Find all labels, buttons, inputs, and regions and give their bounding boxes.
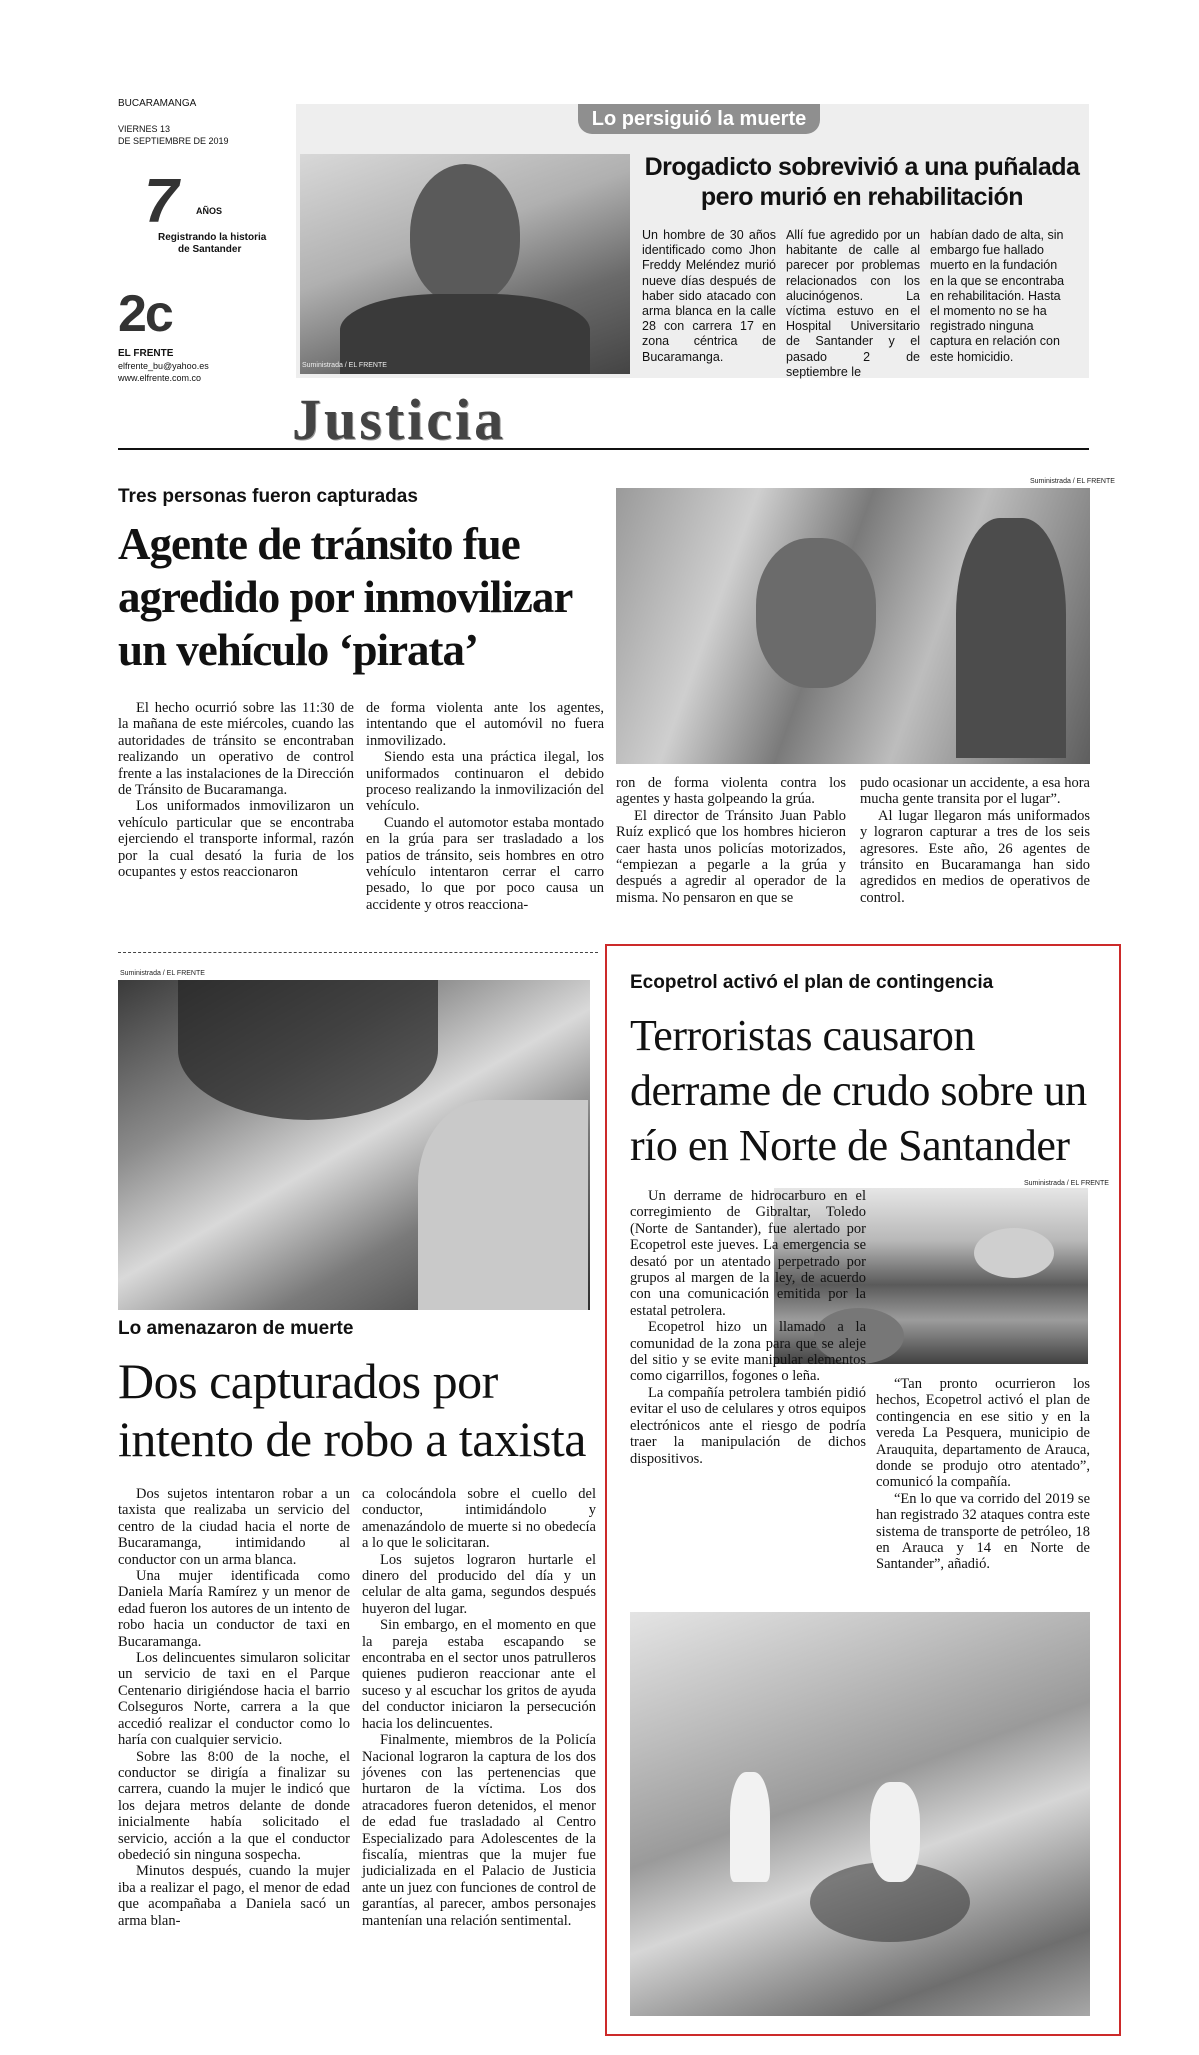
date-line-2: DE SEPTIEMBRE DE 2019	[118, 136, 229, 146]
top-story-box	[296, 104, 1089, 378]
page-number: 2c	[118, 285, 172, 343]
spill-headline-line-3: río en Norte de Santander	[630, 1121, 1070, 1170]
agent-headline-line-3: un vehículo ‘pirata’	[118, 625, 479, 675]
top-story-headline	[642, 152, 1082, 212]
agent-photo-officer-shape	[956, 518, 1066, 758]
worker-figure-shape	[730, 1772, 770, 1882]
agent-photo-credit: Suministrada / EL FRENTE	[1030, 478, 1115, 485]
top-story-tag: Lo persiguió la muerte	[578, 104, 820, 134]
top-story-headline-line-2: pero murió en rehabilitación	[700, 183, 1024, 211]
agent-col2-paragraph-2: Siendo esta una práctica ilegal, los uniformados continuaron el debido proceso realizando la inmovilización del vehículo.	[366, 749, 604, 815]
top-story-photo-credit: Suministrada / EL FRENTE	[302, 362, 387, 369]
date-line-1: VIERNES 13	[118, 124, 171, 134]
taxi-col2-paragraph-3: Sin embargo, en el momento en que la pareja estaba escapando se encontraba en el sector unos patrulleros quienes pudieron reaccionar ante el suceso y al escuchar los gritos de ayuda del conductor iniciaron la persecución hacia los delincuentes.	[362, 1617, 596, 1732]
worker-figure-shape-2	[870, 1782, 920, 1882]
rock-shape-2	[974, 1228, 1054, 1278]
paper-website: www.elfrente.com.co	[118, 373, 202, 383]
spill-col2-paragraph-2: “En lo que va corrido del 2019 se han registrado 32 ataques contra este sistema de transporte de petróleo, 18 en Arauca y 14 en Norte de Santander”, añadió.	[876, 1490, 1090, 1573]
agent-col1-paragraph-1: El hecho ocurrió sobre las 11:30 de la mañana de este miércoles, cuando las autoridades de tránsito se encontraban realizando un operativo de control frente a las instalaciones de la Dirección de Tránsito de Bucaramanga.	[118, 700, 354, 799]
section-divider	[118, 952, 598, 953]
agent-story-col-2	[366, 700, 604, 913]
agent-col1-paragraph-2: Los uniformados inmovilizaron un vehículo particular que se encontraba ejerciendo el transporte informal, razón por la cual desató la furia de los ocupantes y estos reaccionaron	[118, 798, 354, 881]
taxi-story-headline	[118, 1352, 586, 1468]
agent-story-kicker: Tres personas fueron capturadas	[118, 486, 418, 507]
spill-story-kicker: Ecopetrol activó el plan de contingencia	[630, 972, 994, 993]
top-story-col-1: Un hombre de 30 años identificado como Jhon Freddy Meléndez murió nueve días después de haber sido atacado con arma blanca en la calle 28 con carrera 17 en zona céntrica de Bucaramanga.	[642, 228, 776, 364]
agent-story-col-1	[118, 700, 354, 880]
taxi-col2-paragraph-4: Finalmente, miembros de la Policía Nacional lograron la captura de los dos jóvenes con las pertenencias que hurtaron de la víctima. Los dos atracadores fueron detenidos, el menor de edad fue trasladado al Centro Especializado para Adolescentes de la fiscalía, mientras que la mujer fue judicializada en el Palacio de Justicia ante un juez con funciones de control de garantías, al parecer, ambos personajes mantenían una relación sentimental.	[362, 1732, 596, 1929]
spill-col1-paragraph-2: Ecopetrol hizo un llamado a la comunidad de la zona para que se aleje del sitio y se evite manipular elementos como cigarrillos, fogones o leña.	[630, 1319, 866, 1385]
spill-story-headline	[630, 1008, 1087, 1173]
city-label: BUCARAMANGA	[118, 98, 197, 109]
agent-story-headline	[118, 518, 572, 677]
taxi-headline-line-1: Dos capturados por	[118, 1353, 498, 1409]
taxi-photo-wheel-shape	[178, 980, 438, 1120]
agent-col3-paragraph-2: El director de Tránsito Juan Pablo Ruíz explicó que los hombres hicieron caer hasta unos policías motorizados, “empiezan a pegarle a la grúa y después a agredir al operador de la misma. No pensaron en que se	[616, 807, 846, 906]
taxi-col1-paragraph-2: Una mujer identificada como Daniela María Ramírez y un menor de edad fueron los autores de un intento de robo hacia un conductor de taxi en Bucaramanga.	[118, 1568, 350, 1650]
agent-col4-paragraph-1: pudo ocasionar un accidente, a esa hora mucha gente transita por el lugar”.	[860, 775, 1090, 808]
spill-story-col-2	[876, 1376, 1090, 1573]
portrait-head-shape	[410, 164, 520, 304]
taxi-story-col-1	[118, 1486, 350, 1929]
agent-col2-paragraph-3: Cuando el automotor estaba montado en la grúa para ser trasladado a los patios de tránsito, seis hombres en otro vehículo intentaron cerrar el carro pesado, lo que por poco causa un accidente y otros reacciona-	[366, 814, 604, 913]
taxi-headline-line-2: intento de robo a taxista	[118, 1411, 586, 1467]
taxi-photo-credit: Suministrada / EL FRENTE	[120, 970, 205, 977]
taxi-story-kicker: Lo amenazaron de muerte	[118, 1318, 354, 1339]
top-story-headline-line-1: Drogadicto sobrevivió a una puñalada	[644, 153, 1080, 181]
spill-col1-wrap	[630, 1188, 866, 1319]
agent-photo-figure-shape	[756, 538, 876, 688]
spill-photo-credit: Suministrada / EL FRENTE	[1024, 1180, 1109, 1187]
taxi-story-col-2	[362, 1486, 596, 1929]
spill-col2-paragraph-1: “Tan pronto ocurrieron los hechos, Ecopetrol activó el plan de contingencia en ese sitio y en la vereda La Pesquera, municipio de Arauquita, departamento de Arauca, donde se produjo otro atentado”, comunicó la compañía.	[876, 1376, 1090, 1491]
agent-headline-line-1: Agente de tránsito fue	[118, 519, 520, 569]
top-story-photo	[300, 154, 630, 374]
taxi-photo-arm-shape	[418, 1100, 588, 1310]
anniversary-tagline-2: de Santander	[178, 244, 242, 255]
spill-col1-paragraph-1: Un derrame de hidrocarburo en el corregimiento de Gibraltar, Toledo (Norte de Santander), fue alertado por Ecopetrol este jueves. La emergencia se desató por un atentado perpetrado por grupos al margen de la ley, de acuerdo con una comunicación emitida por la estatal petrolera.	[630, 1188, 866, 1319]
anniversary-number: 7	[144, 167, 179, 236]
agent-col4-paragraph-2: Al lugar llegaron más uniformados y lograron capturar a tres de los seis agresores. Este año, 26 agentes de tránsito en Bucaramanga han sido agredidos en medios de operativos de control.	[860, 807, 1090, 906]
agent-story-col-3	[616, 775, 846, 906]
spill-story-photo-large	[630, 1612, 1090, 2016]
spill-story-col-1	[630, 1188, 866, 1467]
agent-col3-paragraph-1: ron de forma violenta contra los agentes y hasta golpeando la grúa.	[616, 775, 846, 808]
agent-headline-line-2: agredido por inmovilizar	[118, 572, 573, 622]
top-story-col-3: habían dado de alta, sin embargo fue hallado muerto en la fundación en la que se encontraba en rehabilitación. Hasta el momento no se ha registrado ninguna captura en relación con este homicidio.	[930, 228, 1065, 364]
paper-name: EL FRENTE	[118, 348, 174, 359]
anniversary-small: AÑOS	[196, 206, 223, 216]
section-header	[118, 387, 1089, 452]
agent-story-col-4	[860, 775, 1090, 906]
taxi-story-photo	[118, 980, 590, 1310]
agent-col2-paragraph-1: de forma violenta ante los agentes, intentando que el automóvil no fuera inmovilizado.	[366, 700, 604, 749]
spill-col1-paragraph-3: La compañía petrolera también pidió evitar el uso de celulares y otros equipos electrónicos ante el riesgo de podría traer la manipulación de dichos dispositivos.	[630, 1384, 866, 1467]
paper-email: elfrente_bu@yahoo.es	[118, 361, 209, 371]
taxi-col1-paragraph-4: Sobre las 8:00 de la noche, el conductor se dirigía a finalizar su carrera, cuando la mujer le indicó que los dejara metros delante de donde inicialmente había solicitado el servicio, acción a la que el conductor obedeció sin ninguna sospecha.	[118, 1748, 350, 1863]
agent-story-photo	[616, 488, 1090, 764]
taxi-col1-paragraph-3: Los delincuentes simularon solicitar un servicio de taxi en el Parque Centenario dirigiéndose hacia el barrio Colseguros Norte, carrera a la que accedió realizar el conductor como lo haría con cualquier servicio.	[118, 1650, 350, 1749]
taxi-col2-paragraph-2: Los sujetos lograron hurtarle el dinero del producido del día y un celular de alta gama, segundos después huyeron del lugar.	[362, 1551, 596, 1617]
taxi-col1-paragraph-5: Minutos después, cuando la mujer iba a realizar el pago, el menor de edad que acompañaba a Daniela sacó un arma blan-	[118, 1863, 350, 1929]
spill-headline-line-1: Terroristas causaron	[630, 1011, 975, 1060]
top-story-col-2: Allí fue agredido por un habitante de calle al parecer por problemas relacionados con los alucinógenos. La víctima estuvo en el Hospital Universitario de Santander y el pasado 2 de septiembre le	[786, 228, 920, 379]
spill-headline-line-2: derrame de crudo sobre un	[630, 1066, 1087, 1115]
anniversary-tagline-1: Registrando la historia	[158, 232, 267, 243]
section-title: Justicia	[292, 387, 507, 452]
anniversary-logo	[134, 167, 267, 268]
taxi-col1-paragraph-1: Dos sujetos intentaron robar a un taxista que realizaba un servicio del centro de la ciudad hacia el norte de Bucaramanga, intimidando al conductor con un arma blanca.	[118, 1486, 350, 1568]
taxi-col2-paragraph-1: ca colocándola sobre el cuello del conductor, intimidándolo y amenazándolo de muerte si no obedecía a lo que le solicitaran.	[362, 1486, 596, 1552]
